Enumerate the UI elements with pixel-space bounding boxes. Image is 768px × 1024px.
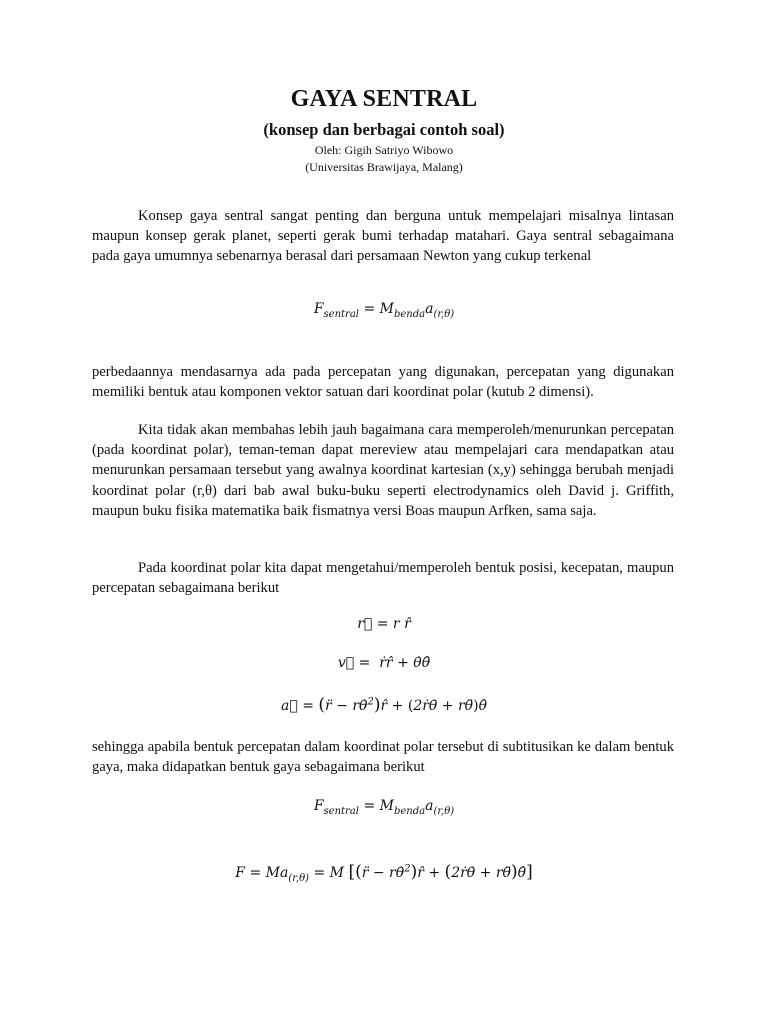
paragraph-substitution: sehingga apabila bentuk percepatan dalam koordinat polar tersebut di subtitusikan ke dalam bentuk gaya, maka didapatkan bentuk gaya sebagaimana berikut (92, 739, 674, 776)
equation-central-force-repeat: $F_{sentral} = M_{benda}a_{(r,\theta)}$ (313, 798, 455, 817)
document-title: GAYA SENTRAL (290, 86, 478, 112)
affiliation-line: (Universitas Brawijaya, Malang) (305, 160, 463, 174)
equation-velocity: v⃗ = ṙr̂ + θ̇θ̂ (337, 655, 431, 671)
paragraph-intro: Konsep gaya sentral sangat penting dan berguna untuk mempelajari misalnya lintasan maupun konsep gerak planet, seperti gerak bumi terhadap matahari. Gaya sentral sebagaimana pada gaya umumnya sebenarnya berasal dari persamaan Newton yang cukup terkenal (92, 208, 674, 265)
paragraph-polar-intro: Pada koordinat polar kita dapat mengetahui/memperoleh bentuk posisi, kecepatan, maupun percepatan sebagaimana berikut (92, 560, 674, 597)
equation-position: r⃗ = r r̂ (357, 616, 411, 632)
equation-force-polar: $F = Ma_{(r,\theta)} = M$ [(r̈ − rθ̇$^2$)r̂ + (2ṙθ̇ + rθ̈)θ̂] (235, 862, 533, 884)
equation-acceleration: a⃗ = (r̈ − rθ̇$^2$)r̂ + (2ṙθ̇ + rθ̈)θ̂ (280, 695, 488, 715)
paragraph-difference: perbedaannya mendasarnya ada pada percepatan yang digunakan, percepatan yang digunakan memiliki bentuk atau komponen vektor satuan dari koordinat polar (kutub 2 dimensi). (92, 364, 674, 401)
document-subtitle: (konsep dan berbagai contoh soal) (263, 120, 505, 139)
equation-newton-central-force: $F_{sentral} = M_{benda}a_{(r,\theta)}$ (313, 301, 455, 320)
paragraph-derivation-note: Kita tidak akan membahas lebih jauh bagaimana cara memperoleh/menurunkan percepatan (pada koordinat polar), teman-teman dapat mereview atau mempelajari cara mendapatkan atau menurunkan persamaan tersebut yang awalnya koordinat kartesian (x,y) sehingga berubah menjadi koordinat polar (r,θ) dari bab awal buku-buku seperti electrodynamics oleh David j. Griffith, maupun buku fisika matematika baik fismatnya versi Boas maupun Arfken, sama saja. (92, 422, 674, 519)
author-line: Oleh: Gigih Satriyo Wibowo (314, 143, 454, 157)
